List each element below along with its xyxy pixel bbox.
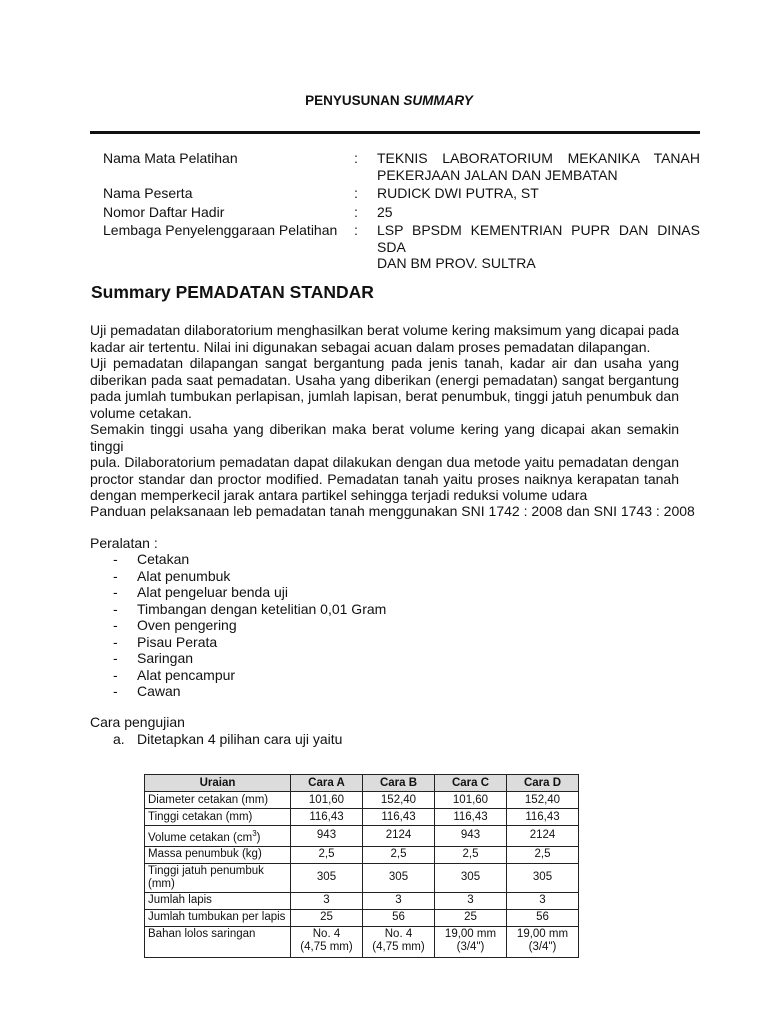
list-item-text: Cetakan xyxy=(137,551,190,567)
info-label: Lembaga Penyelenggaraan Pelatihan xyxy=(103,222,338,238)
table-cell: 2,5 xyxy=(435,846,507,863)
table-cell: 305 xyxy=(507,863,579,892)
table-row xyxy=(145,926,579,957)
table-cell: 943 xyxy=(291,826,363,847)
list-dash: - xyxy=(113,683,118,699)
info-label: Nomor Daftar Hadir xyxy=(103,203,225,220)
info-value-line: LSP BPSDM KEMENTRIAN PUPR DAN DINAS SDA xyxy=(377,222,700,255)
list-item-text: Cawan xyxy=(137,683,181,699)
list-item-text: Ditetapkan 4 pilihan cara uji yaitu xyxy=(137,731,343,747)
cell-line: No. 4 xyxy=(312,927,341,940)
table-cell: 101,60 xyxy=(291,792,363,809)
paragraph-line: Uji pemadatan dilaboratorium menghasilkan berat volume kering maksimum yang dicapai pada xyxy=(90,322,680,338)
info-colon: : xyxy=(354,203,358,220)
list-item-text: Alat pengeluar benda uji xyxy=(137,584,289,600)
list-marker: a. xyxy=(113,731,125,747)
table-header: Cara C xyxy=(435,775,507,792)
info-value: RUDICK DWI PUTRA, ST xyxy=(377,185,539,201)
table-cell-label: Jumlah lapis xyxy=(145,892,291,909)
table-row xyxy=(145,846,579,863)
info-value-line: DAN BM PROV. SULTRA xyxy=(377,255,536,271)
table-header: Cara A xyxy=(291,775,363,792)
table-cell-label: Tinggi jatuh penumbuk (mm) xyxy=(145,863,291,892)
list-dash: - xyxy=(113,567,118,584)
list-item-text: Alat penumbuk xyxy=(137,567,231,584)
table-cell-label: Jumlah tumbukan per lapis xyxy=(145,909,291,926)
paragraph-line: diberikan pada saat pemadatan. Usaha yang diberikan (energi pemadatan) sangat bergantung xyxy=(90,371,679,388)
table-row xyxy=(145,809,579,826)
info-colon: : xyxy=(354,222,358,238)
label-end: ) xyxy=(256,831,261,844)
cara-list xyxy=(113,731,673,748)
info-colon: : xyxy=(354,150,358,166)
info-value: 25 xyxy=(377,203,393,220)
table-cell: 116,43 xyxy=(507,809,579,826)
list-item xyxy=(113,667,673,684)
info-row-attendance-number xyxy=(103,204,700,221)
table-cell xyxy=(435,926,507,957)
table-cell: 116,43 xyxy=(435,809,507,826)
table-cell: 3 xyxy=(363,892,435,909)
table-cell-label: Tinggi cetakan (mm) xyxy=(145,809,291,826)
cell-line: (4,75 mm) xyxy=(372,940,425,953)
table-cell: 2124 xyxy=(507,826,579,847)
table-cell: 2,5 xyxy=(363,846,435,863)
table-cell-label: Diameter cetakan (mm) xyxy=(145,792,291,809)
table-cell-label: Bahan lolos saringan xyxy=(145,926,291,957)
list-item xyxy=(113,568,673,585)
table-header-row xyxy=(145,775,579,792)
list-item xyxy=(113,634,673,651)
list-item-text: Timbangan dengan ketelitian 0,01 Gram xyxy=(137,600,387,617)
table-cell: 2,5 xyxy=(507,846,579,863)
list-dash: - xyxy=(113,600,118,617)
table-cell xyxy=(291,926,363,957)
paragraph-line: kadar air tertentu. Nilai ini digunakan sebagai acuan dalam proses pemadatan dilapangan. xyxy=(90,338,651,355)
paragraph-line: Uji pemadatan dilapangan sangat bergantung pada jenis tanah, kadar air dan usaha yang xyxy=(90,355,679,371)
table-cell: 116,43 xyxy=(363,809,435,826)
info-row-participant xyxy=(103,185,700,202)
summary-paragraph xyxy=(90,322,679,504)
info-value-line: TEKNIS LABORATORIUM MEKANIKA TANAH xyxy=(377,150,700,166)
test-method-table-wrap xyxy=(144,774,579,958)
label-superscript: 3 xyxy=(252,829,257,838)
cell-line: 19,00 mm xyxy=(516,927,569,940)
info-label: Nama Peserta xyxy=(103,185,193,201)
info-value xyxy=(377,222,700,272)
section-heading: Summary PEMADATAN STANDAR xyxy=(91,282,374,302)
cell-line: 19,00 mm xyxy=(444,927,497,940)
paragraph-line: pada jumlah tumbukan perlapisan, jumlah lapisan, berat penumbuk, tinggi jatuh penumbuk dan xyxy=(90,388,679,404)
list-item xyxy=(113,650,673,667)
list-item xyxy=(113,683,673,700)
list-item xyxy=(113,584,673,601)
cell-line: (3/4") xyxy=(528,940,557,953)
list-dash: - xyxy=(113,650,118,666)
table-row xyxy=(145,863,579,892)
list-item-text: Pisau Perata xyxy=(137,633,218,650)
table-cell: 305 xyxy=(291,863,363,892)
table-cell: 305 xyxy=(363,863,435,892)
table-cell: 3 xyxy=(507,892,579,909)
list-item-text: Alat pencampur xyxy=(137,666,236,683)
table-cell-label: Massa penumbuk (kg) xyxy=(145,846,291,863)
table-cell: 152,40 xyxy=(363,792,435,809)
table-cell: 116,43 xyxy=(291,809,363,826)
title-italic: SUMMARY xyxy=(403,93,473,108)
test-method-table xyxy=(144,774,579,958)
table-row xyxy=(145,826,579,847)
table-cell: 2124 xyxy=(363,826,435,847)
document-title xyxy=(0,93,768,110)
list-item-text: Oven pengering xyxy=(137,617,237,633)
paragraph-line: pula. Dilaboratorium pemadatan dapat dilakukan dengan dua metode yaitu pemadatan dengan xyxy=(90,454,679,470)
table-cell-label xyxy=(145,826,291,847)
list-dash: - xyxy=(113,617,118,633)
peralatan-heading xyxy=(90,535,679,552)
info-colon: : xyxy=(354,185,358,201)
table-row xyxy=(145,792,579,809)
table-row xyxy=(145,892,579,909)
peralatan-list xyxy=(113,551,673,700)
table-cell: 56 xyxy=(363,909,435,926)
cara-heading-text: Cara pengujian xyxy=(90,714,185,730)
table-cell: 3 xyxy=(435,892,507,909)
paragraph-line: proctor standar dan proctor modified. Pemadatan tanah yaitu proses naiknya kerapatan tanah xyxy=(90,470,679,487)
table-cell xyxy=(507,926,579,957)
table-header: Cara D xyxy=(507,775,579,792)
table-cell: 3 xyxy=(291,892,363,909)
table-cell: 152,40 xyxy=(507,792,579,809)
list-dash: - xyxy=(113,584,118,600)
info-label: Nama Mata Pelatihan xyxy=(103,150,238,166)
table-cell: 25 xyxy=(435,909,507,926)
table-row xyxy=(145,909,579,926)
cell-line: No. 4 xyxy=(384,927,413,940)
cara-heading xyxy=(90,714,679,731)
title-plain: PENYUSUNAN xyxy=(305,93,404,108)
table-cell: 2,5 xyxy=(291,846,363,863)
list-item-text: Saringan xyxy=(137,650,194,666)
info-value xyxy=(377,150,700,183)
table-cell: 56 xyxy=(507,909,579,926)
list-dash: - xyxy=(113,633,118,650)
table-header: Uraian xyxy=(145,775,291,792)
cell-line: (3/4") xyxy=(456,940,485,953)
table-cell: 305 xyxy=(435,863,507,892)
list-item xyxy=(113,551,673,568)
table-cell xyxy=(363,926,435,957)
list-item xyxy=(113,617,673,634)
participant-info xyxy=(103,150,700,272)
info-row-institution xyxy=(103,222,700,272)
info-value-line: PEKERJAAN JALAN DAN JEMBATAN xyxy=(377,166,618,183)
info-row-course xyxy=(103,150,700,183)
paragraph-line: volume cetakan. xyxy=(90,404,192,421)
list-dash: - xyxy=(113,551,118,567)
table-cell: 943 xyxy=(435,826,507,847)
guide-text xyxy=(90,503,710,520)
table-header: Cara B xyxy=(363,775,435,792)
list-dash: - xyxy=(113,666,118,683)
list-item xyxy=(113,731,673,748)
title-divider xyxy=(90,131,700,134)
table-cell: 25 xyxy=(291,909,363,926)
guide-line: Panduan pelaksanaan leb pemadatan tanah menggunakan SNI 1742 : 2008 dan SNI 1743 : 2008 xyxy=(90,503,695,519)
paragraph-line: dengan memperkecil jarak antara partikel sehingga terjadi reduksi volume udara xyxy=(90,487,588,503)
cell-line: (4,75 mm) xyxy=(300,940,353,953)
list-item xyxy=(113,601,673,618)
table-cell: 101,60 xyxy=(435,792,507,809)
peralatan-heading-text: Peralatan : xyxy=(90,535,158,551)
label-text: Volume cetakan (cm xyxy=(148,831,253,844)
paragraph-line: Semakin tinggi usaha yang diberikan maka berat volume kering yang dicapai akan semakin tinggi xyxy=(90,421,679,454)
